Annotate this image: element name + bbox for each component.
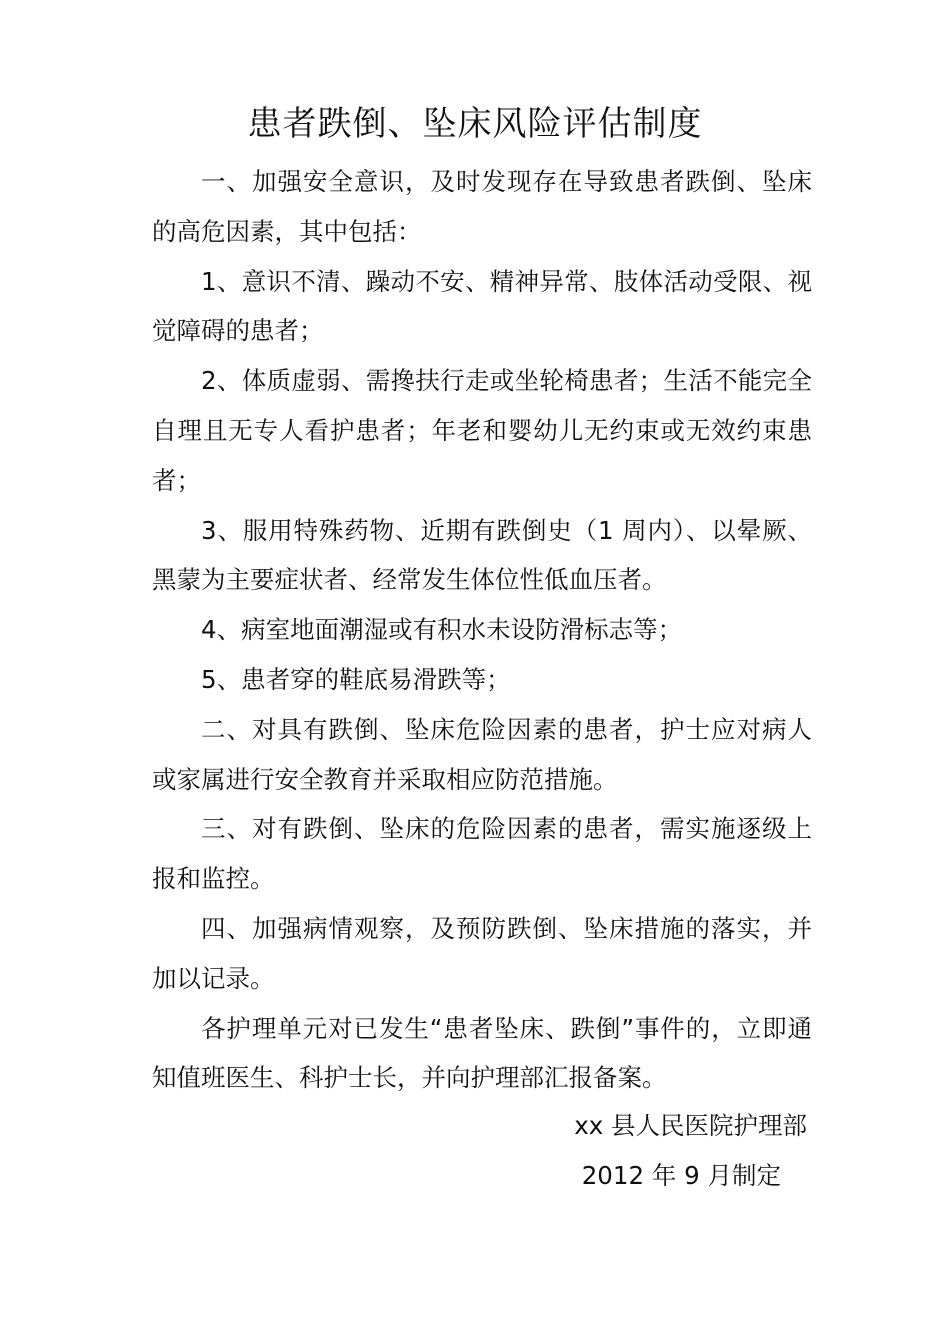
paragraph-9: 四、加强病情观察，及预防跌倒、坠床措施的落实，并加以记录。 — [152, 913, 812, 993]
signature-date: 2012 年 9 月制定 — [581, 1161, 781, 1190]
signature-department: xx 县人民医院护理部 — [574, 1111, 807, 1140]
document-title: 患者跌倒、坠床风险评估制度 — [247, 104, 703, 144]
paragraph-5: 4、病室地面潮湿或有积水未设防滑标志等； — [201, 615, 683, 645]
paragraph-10: 各护理单元对已发生“患者坠床、跌倒”事件的，立即通知值班医生、科护士长，并向护理部汇报备案。 — [152, 1013, 812, 1093]
paragraph-7: 二、对具有跌倒、坠床危险因素的患者，护士应对病人或家属进行安全教育并采取相应防范措施。 — [152, 714, 812, 794]
paragraph-2: 1、意识不清、躁动不安、精神异常、肢体活动受限、视觉障碍的患者； — [152, 266, 812, 346]
paragraph-4: 3、服用特殊药物、近期有跌倒史（1 周内）、以晕厥、黑蒙为主要症状者、经常发生体位性低血压者。 — [152, 515, 812, 595]
document-body — [152, 157, 812, 1103]
paragraph-8: 三、对有跌倒、坠床的危险因素的患者，需实施逐级上报和监控。 — [152, 814, 812, 894]
paragraph-3: 2、体质虚弱、需搀扶行走或坐轮椅患者；生活不能完全自理且无专人看护患者；年老和婴幼儿无约束或无效约束患者； — [152, 366, 812, 495]
paragraph-1: 一、加强安全意识，及时发现存在导致患者跌倒、坠床的高危因素，其中包括： — [152, 167, 812, 246]
paragraph-6: 5、患者穿的鞋底易滑跌等； — [201, 664, 511, 694]
